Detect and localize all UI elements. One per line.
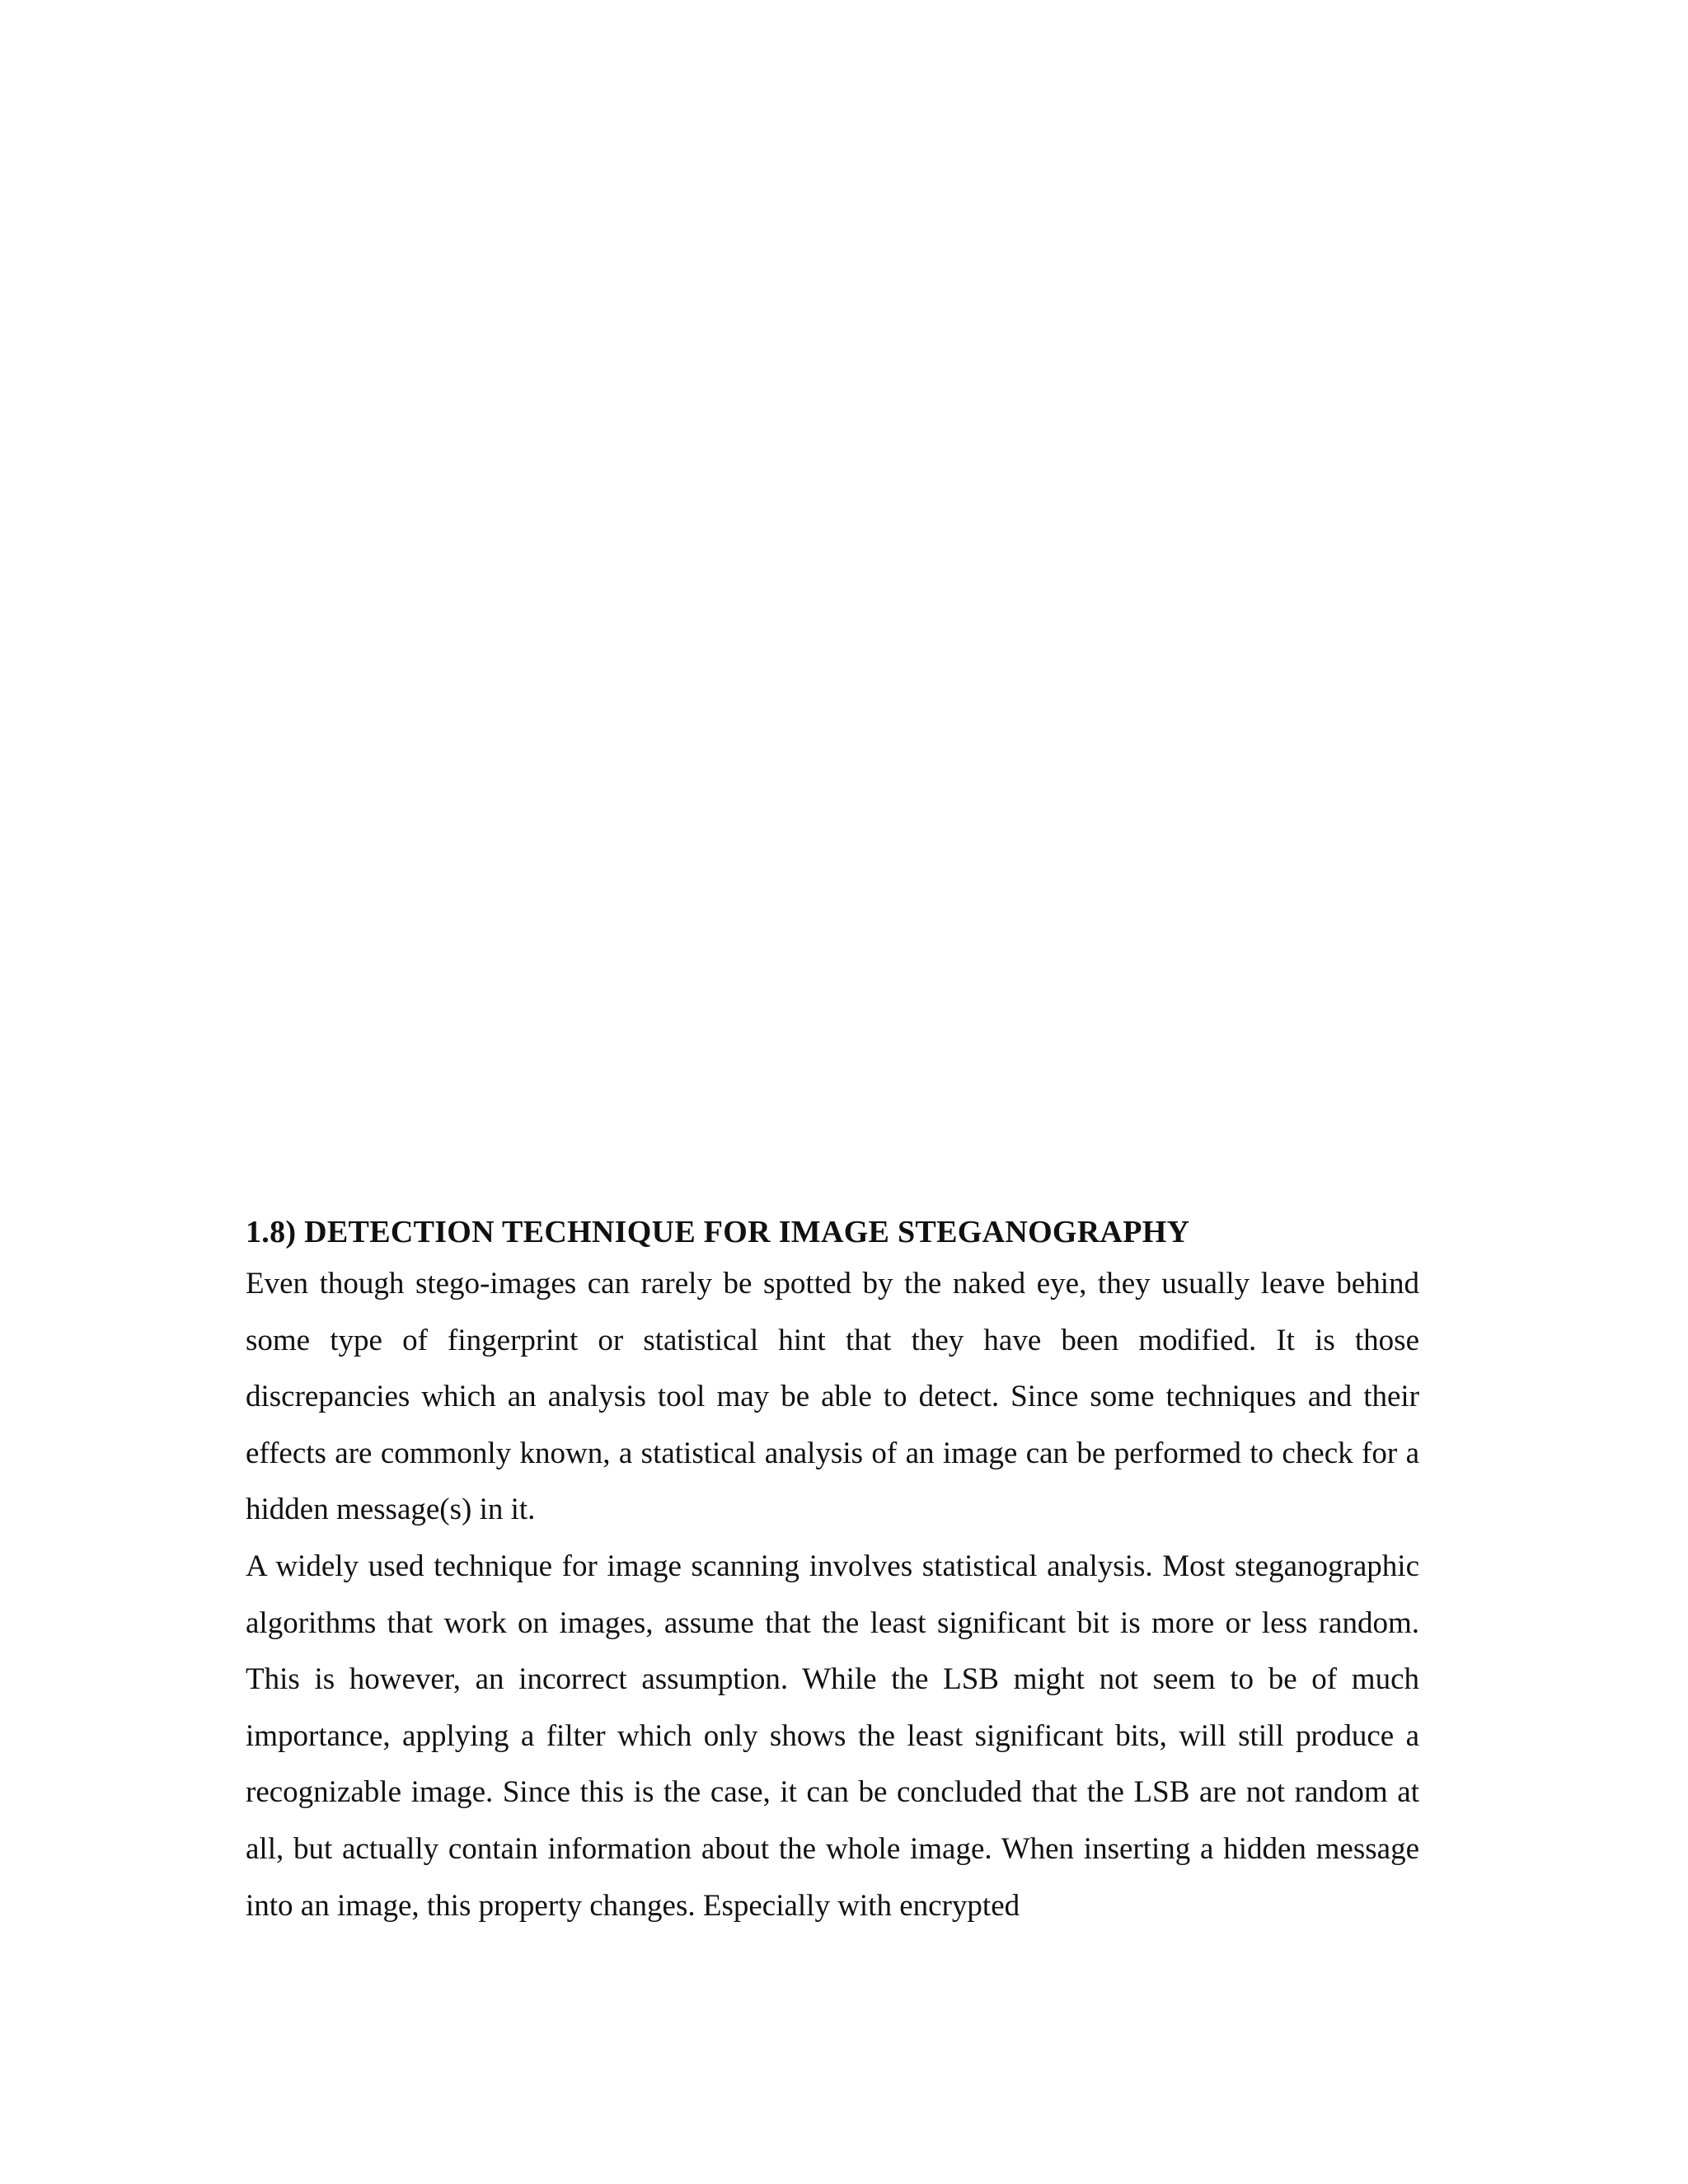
paragraph-detection-intro: Even though stego-images can rarely be spotted by the naked eye, they usually leave behind some type of fingerprint or statistical hint that they have been modified. It is those discrepancies which an analysis tool may be able to detect. Since some techniques and their effects are commonly known, a statistical analysis of an image can be performed to check for a hidden message(s) in it. (246, 1267, 1419, 1527)
section-1-8 (246, 1208, 1419, 1934)
paragraph-statistical-analysis: A widely used technique for image scanning involves statistical analysis. Most steganographic algorithms that work on images, assume that the least significant bit is more or less random. This is however, an incorrect assumption. While the LSB might not seem to be of much importance, applying a filter which only shows the least significant bits, will still produce a recognizable image. Since this is the case, it can be concluded that the LSB are not random at all, but actually contain information about the whole image. When inserting a hidden message into an image, this property changes. Especially with encrypted (246, 1549, 1419, 1923)
section-heading: 1.8) DETECTION TECHNIQUE FOR IMAGE STEGANOGRAPHY (246, 1215, 1190, 1249)
